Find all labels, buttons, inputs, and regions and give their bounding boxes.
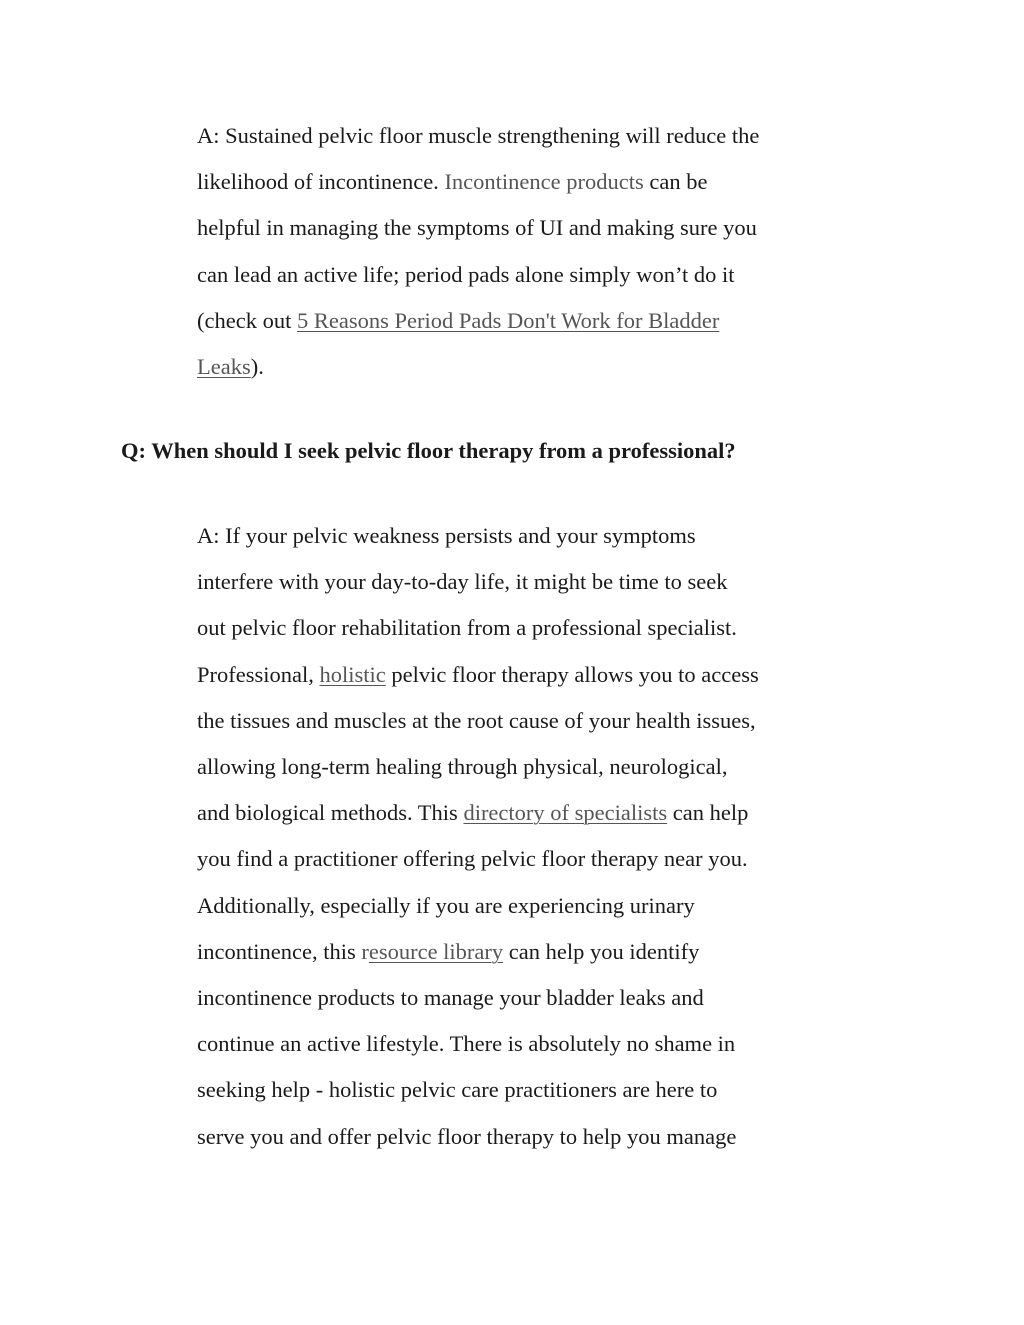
text-line: [197, 975, 837, 1021]
text-line: [197, 652, 837, 698]
text-run: A: If your pelvic weakness persists and your symptoms: [197, 523, 696, 548]
text-line: [197, 1067, 837, 1113]
text-run: Additionally, especially if you are experiencing urinary: [197, 892, 695, 918]
text-run: likelihood of incontinence.: [197, 169, 445, 195]
directory-of-specialists-link[interactable]: directory of specialists: [463, 800, 668, 826]
question-heading: Q: When should I seek pelvic floor therapy from a professional?: [121, 438, 736, 463]
answer-paragraph-professional-therapy: [197, 513, 837, 1160]
text-run: can help: [667, 800, 749, 826]
text-line: [197, 698, 837, 744]
period-pads-article-link-continued[interactable]: Leaks: [197, 354, 251, 380]
period-pads-article-link[interactable]: 5 Reasons Period Pads Don't Work for Bladder: [296, 307, 720, 333]
resource-library-link-initial[interactable]: r: [361, 938, 369, 964]
text-run: helpful in managing the symptoms of UI and making sure you: [197, 215, 757, 241]
text-line: [197, 113, 837, 159]
text-line: [197, 1021, 837, 1067]
text-line: [197, 1114, 837, 1160]
text-run: you find a practitioner offering pelvic floor therapy near you.: [197, 846, 748, 872]
text-run: and biological methods. This: [197, 800, 464, 826]
incontinence-products-link[interactable]: Incontinence products: [444, 169, 644, 195]
text-line: [197, 344, 837, 390]
text-line: [197, 159, 837, 205]
text-run: can lead an active life; period pads alone simply won’t do it: [197, 261, 735, 287]
answer-paragraph-incontinence-products: [197, 113, 837, 390]
text-run: allowing long-term healing through physical, neurological,: [197, 754, 728, 780]
text-run: Professional,: [197, 661, 320, 687]
text-line: [197, 744, 837, 790]
text-run: the tissues and muscles at the root cause of your health issues,: [197, 707, 756, 733]
text-line: [197, 929, 837, 975]
text-run: continue an active lifestyle. There is absolutely no shame in: [197, 1031, 736, 1057]
text-run: out pelvic floor rehabilitation from a professional specialist.: [197, 615, 737, 641]
text-run: can help you identify: [503, 938, 700, 964]
text-line: [197, 559, 837, 605]
text-line: [197, 298, 837, 344]
text-run: pelvic floor therapy allows you to access: [385, 661, 759, 687]
text-run: interfere with your day-to-day life, it might be time to seek: [197, 569, 728, 595]
text-run: serve you and offer pelvic floor therapy to help you manage: [197, 1123, 737, 1149]
text-line: [197, 513, 837, 559]
text-run: seeking help - holistic pelvic care practitioners are here to: [197, 1077, 718, 1103]
text-run: A: Sustained pelvic floor muscle strengthening will reduce the: [197, 123, 760, 148]
text-line: [197, 252, 837, 298]
text-run: can be: [643, 169, 708, 195]
text-line: [197, 883, 837, 929]
resource-library-link[interactable]: esource library: [368, 938, 504, 964]
text-run: ).: [250, 354, 264, 380]
text-run: incontinence, this: [197, 938, 362, 964]
text-run: (check out: [197, 307, 297, 333]
text-line: [197, 790, 837, 836]
text-line: [197, 605, 837, 651]
holistic-link[interactable]: holistic: [319, 661, 386, 687]
text-line: [197, 836, 837, 882]
text-run: incontinence products to manage your bladder leaks and: [197, 985, 704, 1011]
text-line: [197, 205, 837, 251]
